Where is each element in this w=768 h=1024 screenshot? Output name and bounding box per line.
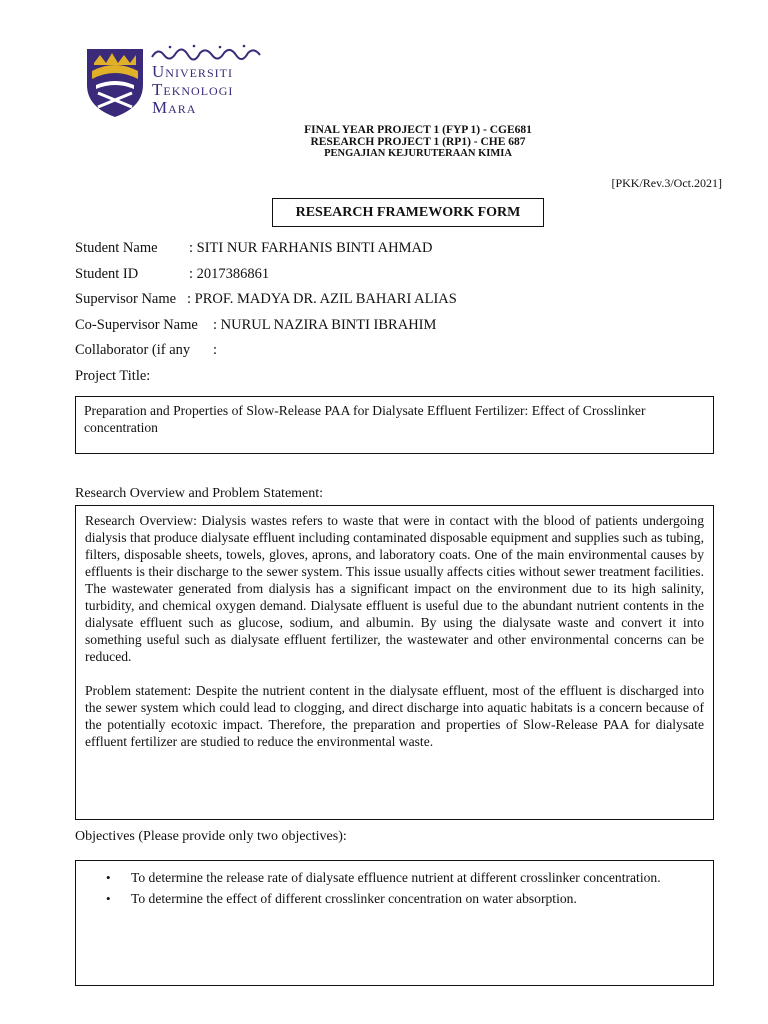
bullet-icon: • (106, 870, 111, 885)
arabic-name-mark (150, 43, 262, 61)
overview-label: Research Overview and Problem Statement: (75, 486, 324, 501)
collaborator-value: : (213, 342, 218, 358)
document-header (0, 124, 768, 160)
problem-statement-paragraph: Problem statement: Despite the nutrient content in the dialysate effluent, most of the effluent is discharged into the sewer system which could lead to clogging, and direct discharge into aquatic habitats is a concern because of the potentially ecotoxic impact. Therefore, the preparation and properties of Slow-Release PAA for dialysate effluent fertilizer are studied to reduce the environmental waste. (85, 683, 704, 749)
objectives-box (75, 860, 714, 986)
uitm-crest-icon (84, 41, 146, 119)
student-id-value: : 2017386861 (189, 266, 270, 282)
header-department: PENGAJIAN KEJURUTERAAN KIMIA (324, 148, 512, 159)
project-title-field (75, 368, 150, 385)
university-name (152, 63, 233, 117)
logo-line-3: Mara (152, 98, 197, 117)
objective-text: To determine the release rate of dialysate effluence nutrient at different crosslinker concentration. (131, 870, 661, 885)
project-title-box (75, 396, 714, 454)
bullet-icon: • (106, 891, 111, 906)
co-supervisor-value: : NURUL NAZIRA BINTI IBRAHIM (213, 317, 437, 333)
supervisor-label: Supervisor Name (75, 291, 177, 307)
project-title-text: Preparation and Properties of Slow-Release PAA for Dialysate Effluent Fertilizer: Effect of Crosslinker concentration (84, 403, 646, 435)
supervisor-value: : PROF. MADYA DR. AZIL BAHARI ALIAS (187, 291, 457, 307)
header-research-project: RESEARCH PROJECT 1 (RP1) - CHE 687 (310, 136, 526, 148)
objective-item (88, 868, 701, 887)
objective-text: To determine the effect of different crosslinker concentration on water absorption. (131, 891, 577, 906)
co-supervisor-field (75, 317, 437, 334)
form-title: RESEARCH FRAMEWORK FORM (272, 198, 544, 227)
supervisor-field (75, 291, 457, 308)
student-name-field (75, 240, 433, 257)
collaborator-label: Collaborator (if any (75, 342, 191, 358)
student-id-field (75, 266, 270, 283)
overview-box (75, 505, 714, 820)
student-name-label: Student Name (75, 240, 158, 256)
co-supervisor-label: Co-Supervisor Name (75, 317, 198, 333)
revision-code: [PKK/Rev.3/Oct.2021] (611, 176, 722, 190)
student-name-value: : SITI NUR FARHANIS BINTI AHMAD (189, 240, 433, 256)
research-overview-paragraph: Research Overview: Dialysis wastes refers to waste that were in contact with the blood of patients undergoing dialysis that produce dialysate effluent including contaminated disposable equipment and supplies such as tubing, filters, disposable sheets, towels, gloves, aprons, and laboratory coats. One of the main environmental causes by effluents is their discharge to the sewer system. This issue usually affects cities without sewer treatment facilities. The wastewater generated from dialysis has a significant impact on the environment due to its high salinity, turbidity, and chemical oxygen demand. Dialysate effluent is useful due to the abundant nutrient contents in the dialysate effluent such as glucose, sodium, and albumin. By using the dialysate waste and convert it into something useful such as dialysate effluent fertilizer, the wastewater and other environmental concerns can be reduced. (85, 513, 704, 664)
logo-line-2: Teknologi (152, 80, 234, 99)
objective-item (88, 889, 701, 908)
logo-line-1: Universiti (152, 62, 233, 81)
header-course: FINAL YEAR PROJECT 1 (FYP 1) - CGE681 (304, 124, 532, 136)
collaborator-field (75, 342, 218, 359)
uitm-logo (84, 41, 264, 119)
objectives-label: Objectives (Please provide only two objectives): (75, 829, 347, 844)
student-id-label: Student ID (75, 266, 139, 282)
objectives-list (88, 868, 701, 908)
project-title-label: Project Title: (75, 368, 151, 384)
